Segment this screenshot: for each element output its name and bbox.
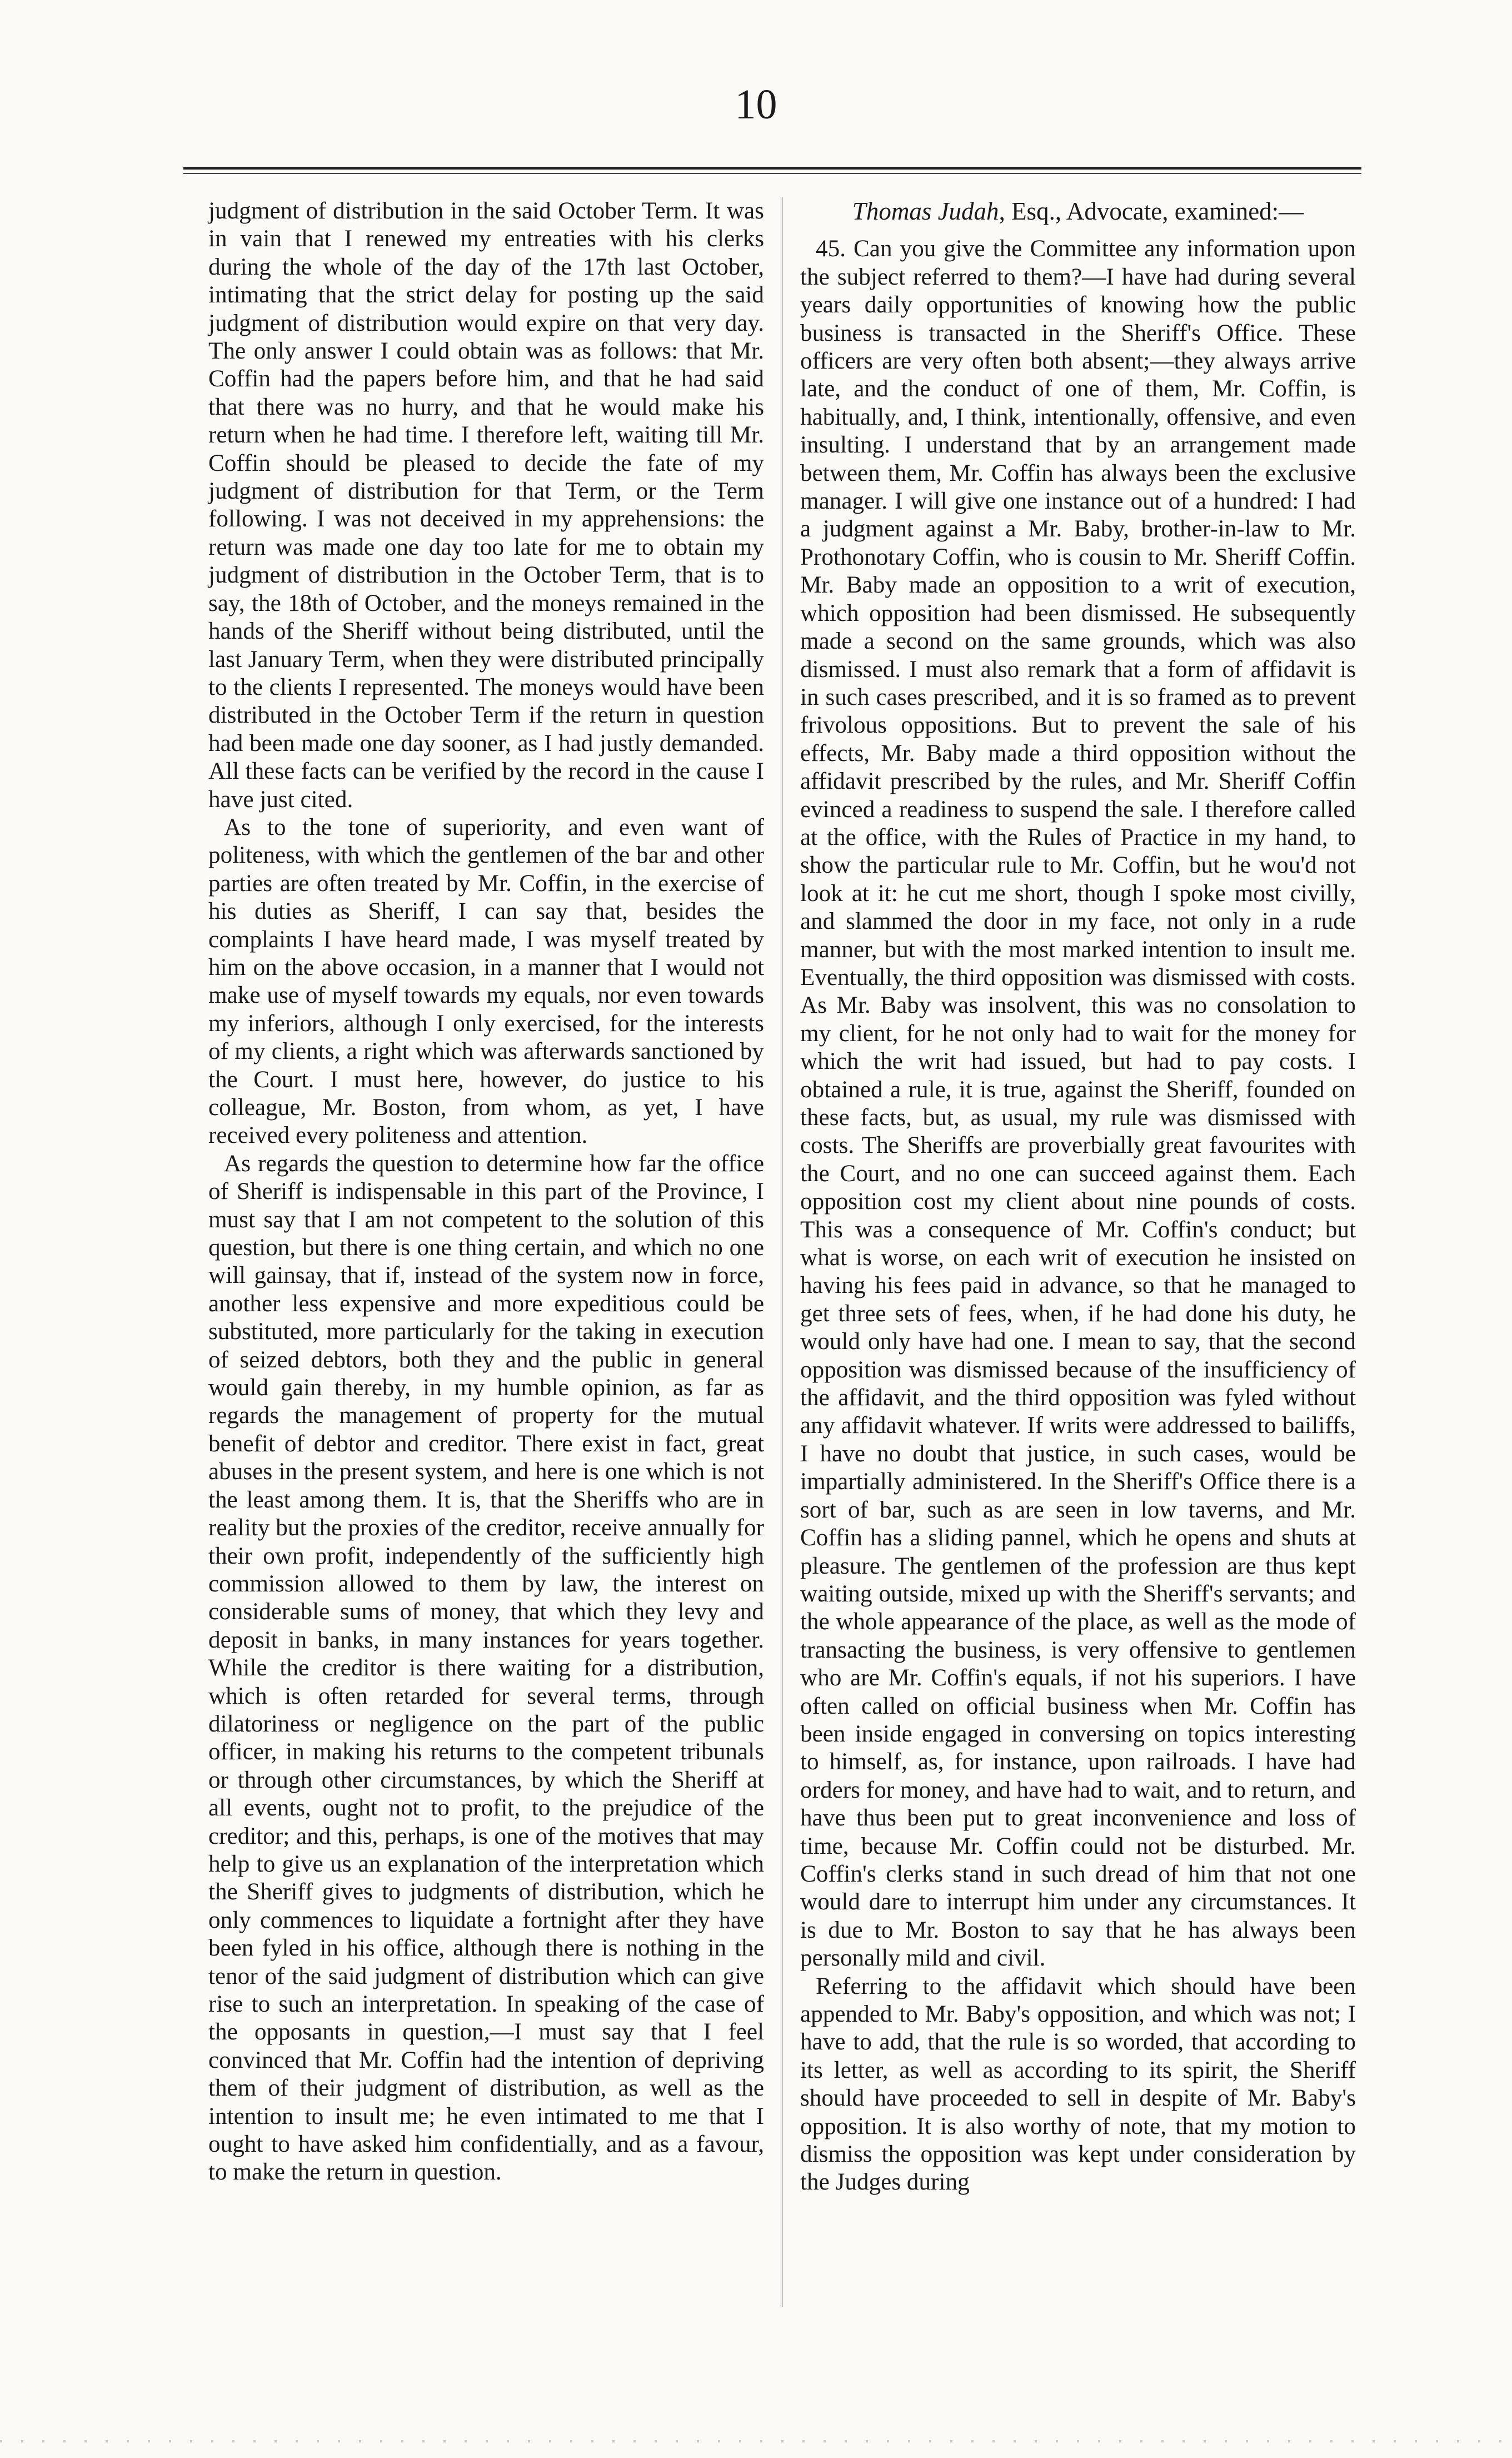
footer-marks [0, 2440, 1512, 2442]
right-column [800, 197, 1356, 2197]
left-paragraph-3: As regards the question to determine how far the office of Sheriff is indispensable in this part of the Province, I must say that I am not competent to the solution of this question, but there is one thing certain, and which no one will gainsay, that if, instead of the system now in force, another less expensive and more expeditious could be substituted, more particularly for the taking in execution of seized debtors, both they and the public in general would gain thereby, in my humble opinion, as far as regards the management of property for the mutual benefit of debtor and creditor. There exist in fact, great abuses in the present system, and here is one which is not the least among them. It is, that the Sheriffs who are in reality but the proxies of the creditor, receive annually for their own profit, independently of the sufficiently high commission allowed to them by law, the interest on considerable sums of money, that which they levy and deposit in banks, in many instances for years together. While the creditor is there waiting for a distribution, which is often retarded for several terms, through dilatoriness or negligence on the part of the public officer, in making his returns to the competent tribunals or through other circumstances, by which the Sheriff at all events, ought not to profit, to the prejudice of the creditor; and this, perhaps, is one of the motives that may help to give us an explanation of the interpretation which the Sheriff gives to judgments of distribution, which he only commences to liquidate a fortnight after they have been fyled in his office, although there is nothing in the tenor of the said judgment of distribution which can give rise to such an interpretation. In speaking of the case of the opposants in question,—I must say that I feel convinced that Mr. Coffin had the intention of depriving them of their judgment of distribution, as well as the intention to insult me; he even intimated to me that I ought to have asked him confidentially, and as a favour, to make the return in question. [208, 1150, 764, 2186]
header-rule [183, 167, 1361, 174]
witness-heading [800, 197, 1356, 225]
left-column [208, 197, 764, 2187]
left-paragraph-2: As to the tone of superiority, and even want of politeness, with which the gentlemen of the bar and other parties are often treated by Mr. Coffin, in the exercise of his duties as Sheriff, I can say that, besides the complaints I have heard made, I was myself treated by him on the above occasion, in a manner that I would not make use of myself towards my equals, nor even towards my inferiors, although I only exercised, for the interests of my clients, a right which was afterwards sanctioned by the Court. I must here, however, do justice to his colleague, Mr. Boston, from whom, as yet, I have received every politeness and attention. [208, 814, 764, 1149]
witness-name: Thomas Judah [852, 197, 999, 225]
column-divider [781, 197, 782, 2307]
right-paragraph-2: Referring to the affidavit which should have been appended to Mr. Baby's opposition, and which was not; I have to add, that the rule is so worded, that according to its letter, as well as according to its spirit, the Sheriff should have proceeded to sell in despite of Mr. Baby's opposition. It is also worthy of note, that my motion to dismiss the opposition was kept under consideration by the Judges during [800, 1973, 1356, 2196]
page-number: 10 [735, 81, 777, 128]
right-paragraph-1: 45. Can you give the Committee any information upon the subject referred to them?—I have had during several years daily opportunities of knowing how the public business is transacted in the Sheriff's Office. These officers are very often both absent;—they always arrive late, and the conduct of one of them, Mr. Coffin, is habitually, and, I think, intentionally, offensive, and even insulting. I understand that by an arrangement made between them, Mr. Coffin has always been the exclusive manager. I will give one instance out of a hundred: I had a judgment against a Mr. Baby, brother-in-law to Mr. Prothonotary Coffin, who is cousin to Mr. Sheriff Coffin. Mr. Baby made an opposition to a writ of execution, which opposition had been dismissed. He subsequently made a second on the same grounds, which was also dismissed. I must also remark that a form of affidavit is in such cases prescribed, and it is so framed as to prevent frivolous oppositions. But to prevent the sale of his effects, Mr. Baby made a third opposition without the affidavit prescribed by the rules, and Mr. Sheriff Coffin evinced a readiness to suspend the sale. I therefore called at the office, with the Rules of Practice in my hand, to show the particular rule to Mr. Coffin, but he wou'd not look at it: he cut me short, though I spoke most civilly, and slammed the door in my face, not only in a rude manner, but with the most marked intention to insult me. Eventually, the third opposition was dismissed with costs. As Mr. Baby was insolvent, this was no consolation to my client, for he not only had to wait for the money for which the writ had issued, but had to pay costs. I obtained a rule, it is true, against the Sheriff, founded on these facts, but, as usual, my rule was dismissed with costs. The Sheriffs are proverbially great favourites with the Court, and no one can succeed against them. Each opposition cost my client about nine pounds of costs. This was a consequence of Mr. Coffin's conduct; but what is worse, on each writ of execution he insisted on having his fees paid in advance, so that he managed to get three sets of fees, when, if he had done his duty, he would only have had one. I mean to say, that the second opposition was dismissed because of the insufficiency of the affidavit, and the third opposition was fyled without any affidavit whatever. If writs were addressed to bailiffs, I have no doubt that justice, in such cases, would be impartially administered. In the Sheriff's Office there is a sort of bar, such as are seen in low taverns, and Mr. Coffin has a sliding pannel, which he opens and shuts at pleasure. The gentlemen of the profession are thus kept waiting outside, mixed up with the Sheriff's servants; and the whole appearance of the place, as well as the mode of transacting the business, is very offensive to gentlemen who are Mr. Coffin's equals, if not his superiors. I have often called on official business when Mr. Coffin has been inside engaged in conversing on topics interesting to himself, as, for instance, upon railroads. I have had orders for money, and have had to wait, and to return, and have thus been put to great inconvenience and loss of time, because Mr. Coffin could not be disturbed. Mr. Coffin's clerks stand in such dread of him that not one would dare to interrupt him under any circumstances. It is due to Mr. Boston to say that he has always been personally mild and civil. [800, 236, 1356, 1972]
witness-heading-rest: , Esq., Advocate, examined:— [999, 197, 1304, 225]
left-paragraph-1: judgment of distribution in the said October Term. It was in vain that I renewed my entreaties with his clerks during the whole of the day of the 17th last October, intimating that the strict delay for posting up the said judgment of distribution would expire on that very day. The only answer I could obtain was as follows: that Mr. Coffin had the papers before him, and that he had said that there was no hurry, and that he would make his return when he had time. I therefore left, waiting till Mr. Coffin should be pleased to decide the fate of my judgment of distribution for that Term, or the Term following. I was not deceived in my apprehensions: the return was made one day too late for me to obtain my judgment of distribution in the October Term, that is to say, the 18th of October, and the moneys remained in the hands of the Sheriff without being distributed, until the last January Term, when they were distributed principally to the clients I represented. The moneys would have been distributed in the October Term if the return in question had been made one day sooner, as I had justly demanded. All these facts can be verified by the record in the cause I have just cited. [208, 198, 764, 813]
